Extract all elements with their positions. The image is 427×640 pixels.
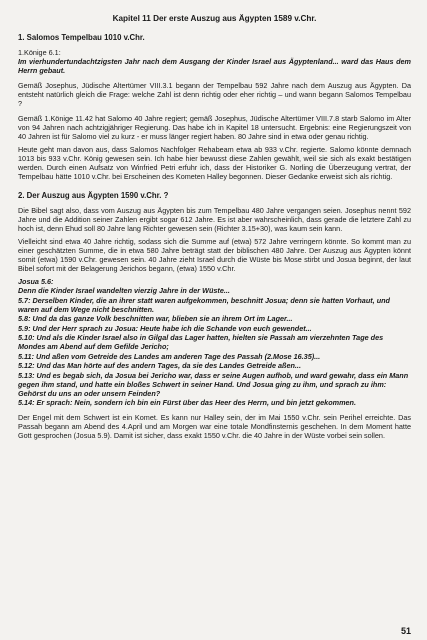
closing-paragraph: Der Engel mit dem Schwert ist ein Komet. Es kann nur Halley sein, der im Mai 1550 v.Chr. sein Perihel erreichte. Das Passah begann am Abend des 4.April und am Morgen war eine totale Mondfinsternis geschehen. In dem Moment hatte Gott gesprochen (Josua 5.9). Damit ist sicher, dass exakt 1550 v.Chr. die 40 Jahre in der Wüste vorbei sein sollen. <box>18 413 411 440</box>
verse: 5.7: Derselben Kinder, die an ihrer statt waren aufgekommen, beschnitt Josua; denn sie hatten Vorhaut, und waren auf dem Wege nicht beschnitten. <box>18 295 390 314</box>
paragraph: Die Bibel sagt also, dass vom Auszug aus Ägypten bis zum Tempelbau 480 Jahre vergangen seien. Josephus nennt 592 Jahre und die Addition seiner Zahlen ergibt sogar 612 Jahre. Es ist aber wahrscheinlich, dass gerade die letztere Zahl zu hoch ist, denn Ehud soll 80 Jahre lang Richter gewesen sein (Richter 3.15+30), was kaum sein kann. <box>18 206 411 233</box>
verse: 5.13: Und es begab sich, da Josua bei Jericho war, dass er seine Augen aufhob, und ward gewahr, dass ein Mann gegen ihm stand, und hatte ein bloßes Schwert in seiner Hand. Und Josua ging zu ihm, und sprach zu ihm: Gehörst du uns an oder unsern Feinden? <box>18 370 409 398</box>
verse: Denn die Kinder Israel wandelten vierzig Jahre in der Wüste... <box>18 286 230 295</box>
josua-heading: Josua 5.6: <box>18 277 54 286</box>
section-heading-1: 1. Salomos Tempelbau 1010 v.Chr. <box>18 33 145 42</box>
paragraph: Vielleicht sind etwa 40 Jahre richtig, sodass sich die Summe auf (etwa) 572 Jahre verringern könnte. So kommt man zu einer geschätzten Summe, die in etwa 580 Jahre beträgt statt der biblischen 480 Jahre. Der Auszug aus Ägypten könnt somit (etwa) 1590 v.Chr. gewesen sein. 40 Jahre zieht Israel durch die Wüste bis Mose stirbt und Josua beginnt, der laut Bibel sofort mit der Belagerung Jerichos begann, (etwa) 1550 v.Chr. <box>18 237 411 273</box>
verse: 5.12: Und das Man hörte auf des andern Tages, da sie des Landes Getreide aßen... <box>18 361 301 370</box>
page-number: 51 <box>400 626 411 636</box>
bible-quote: Im vierhundertundachtzigsten Jahr nach dem Ausgang der Kinder Israel aus Ägyptenland... ward das Haus dem Herrn gebaut. <box>18 57 411 75</box>
section-heading-2: 2. Der Auszug aus Ägypten 1590 v.Chr. ? <box>18 191 169 200</box>
paragraph: Gemäß 1.Könige 11.42 hat Salomo 40 Jahre regiert; gemäß Josephus, Jüdische Altertümer VIII.7.8 starb Salomo im Alter von 94 Jahren nach achtzigjähriger Regierung. Das habe ich in Kapitel 18 untersucht. Ergebnis: eine Regierungszeit von 40 Jahren ist für Salomo viel zu kurz - er muss länger regiert haben. 80 Jahre sind in etwa oder genau richtig. <box>18 114 411 141</box>
chapter-title: Kapitel 11 Der erste Auszug aus Ägypten 1589 v.Chr. <box>112 14 317 23</box>
verse: 5.9: Und der Herr sprach zu Josua: Heute habe ich die Schande von euch gewendet... <box>18 323 312 333</box>
verse: 5.11: Und aßen vom Getreide des Landes am anderen Tage des Passah (2.Mose 16.35)... <box>18 351 321 361</box>
verse: 5.8: Und da das ganze Volk beschnitten war, blieben sie an ihrem Ort im Lager... <box>18 314 293 323</box>
paragraph: Heute geht man davon aus, dass Salomos Nachfolger Rehabeam etwa ab 933 v.Chr. regierte. Salomo könnte demnach 1013 bis 933 v.Chr. König gewesen sein. Ich habe hier bewusst diese Zahlen gewählt, weil sie sich als exakt bestätigen werden. Durch einen Aufsatz von Winfried Petri erfuhr ich, dass der Historiker G. Norling die Überzeugung vertrat, der Tempelbau hätte 1010 v.Chr. bei Erscheinen des Kometen Halley begonnen. Dieser Gedanke erweist sich als richtig. <box>18 145 411 181</box>
verse: 5.14: Er sprach: Nein, sondern ich bin ein Fürst über das Heer des Herrn, und bin jetzt gekommen. <box>18 398 357 407</box>
verse: 5.10: Und als die Kinder Israel also in Gilgal das Lager hatten, hielten sie Passah am vierzehnten Tage des Mondes am Abend auf dem Gefilde Jericho; <box>18 333 384 351</box>
quote-reference: 1.Könige 6.1: <box>18 48 61 57</box>
josua-quote-block <box>18 277 411 407</box>
paragraph: Gemäß Josephus, Jüdische Altertümer VIII.3.1 begann der Tempelbau 592 Jahre nach dem Auszug aus Ägypten. Da entsteht natürlich gleich die Frage: welche Zahl ist denn richtig oder eher richtig – und wann begann Salomos Tempelbau ? <box>18 81 411 108</box>
